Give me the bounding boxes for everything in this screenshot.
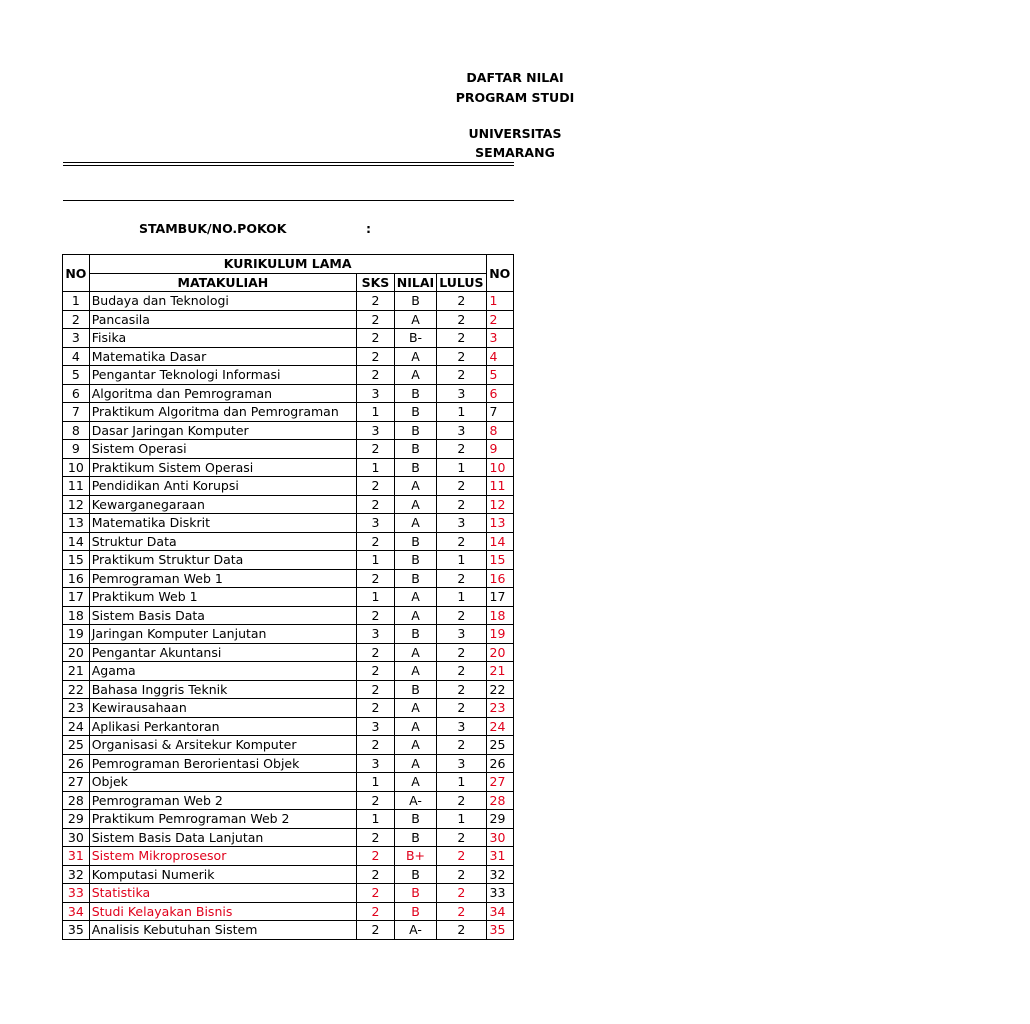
table-row xyxy=(63,643,514,662)
cell-sks: 3 xyxy=(357,421,395,440)
cell-no2: 18 xyxy=(486,606,513,625)
table-body xyxy=(63,292,514,940)
cell-lulus: 2 xyxy=(437,902,486,921)
cell-matakuliah: Matematika Dasar xyxy=(89,347,356,366)
cell-sks: 1 xyxy=(357,773,395,792)
cell-no: 6 xyxy=(63,384,90,403)
cell-sks: 3 xyxy=(357,625,395,644)
cell-no: 31 xyxy=(63,847,90,866)
table-row xyxy=(63,736,514,755)
cell-nilai: A xyxy=(394,347,436,366)
cell-matakuliah: Pendidikan Anti Korupsi xyxy=(89,477,356,496)
cell-no: 33 xyxy=(63,884,90,903)
header-matakuliah: MATAKULIAH xyxy=(89,273,356,292)
double-rule-top xyxy=(63,162,514,163)
cell-sks: 2 xyxy=(357,606,395,625)
cell-matakuliah: Bahasa Inggris Teknik xyxy=(89,680,356,699)
cell-sks: 2 xyxy=(357,347,395,366)
header-line-3: UNIVERSITAS xyxy=(468,126,562,141)
table-row xyxy=(63,458,514,477)
cell-nilai: A xyxy=(394,717,436,736)
cell-no: 13 xyxy=(63,514,90,533)
cell-sks: 2 xyxy=(357,477,395,496)
cell-no2: 6 xyxy=(486,384,513,403)
cell-sks: 3 xyxy=(357,754,395,773)
table-row xyxy=(63,921,514,940)
cell-matakuliah: Komputasi Numerik xyxy=(89,865,356,884)
cell-no: 1 xyxy=(63,292,90,311)
cell-sks: 2 xyxy=(357,329,395,348)
cell-no: 19 xyxy=(63,625,90,644)
cell-no: 27 xyxy=(63,773,90,792)
cell-nilai: A xyxy=(394,754,436,773)
cell-no: 28 xyxy=(63,791,90,810)
cell-no: 3 xyxy=(63,329,90,348)
cell-matakuliah: Budaya dan Teknologi xyxy=(89,292,356,311)
cell-lulus: 3 xyxy=(437,514,486,533)
divider-rule xyxy=(63,200,514,201)
cell-lulus: 1 xyxy=(437,403,486,422)
table-row xyxy=(63,680,514,699)
cell-nilai: B xyxy=(394,384,436,403)
header-line-4: SEMARANG xyxy=(475,145,555,160)
cell-nilai: B xyxy=(394,403,436,422)
cell-lulus: 2 xyxy=(437,847,486,866)
cell-nilai: B xyxy=(394,440,436,459)
cell-no: 22 xyxy=(63,680,90,699)
table-row xyxy=(63,902,514,921)
cell-no2: 4 xyxy=(486,347,513,366)
cell-nilai: B xyxy=(394,625,436,644)
table-row xyxy=(63,884,514,903)
cell-lulus: 2 xyxy=(437,292,486,311)
cell-matakuliah: Analisis Kebutuhan Sistem xyxy=(89,921,356,940)
cell-no2: 1 xyxy=(486,292,513,311)
cell-matakuliah: Statistika xyxy=(89,884,356,903)
cell-nilai: A- xyxy=(394,921,436,940)
cell-matakuliah: Praktikum Web 1 xyxy=(89,588,356,607)
cell-no2: 12 xyxy=(486,495,513,514)
cell-no2: 26 xyxy=(486,754,513,773)
header-kurikulum: KURIKULUM LAMA xyxy=(89,255,486,274)
cell-no: 24 xyxy=(63,717,90,736)
table-row xyxy=(63,292,514,311)
cell-nilai: A xyxy=(394,588,436,607)
header-no: NO xyxy=(63,255,90,292)
cell-nilai: A xyxy=(394,662,436,681)
cell-no2: 15 xyxy=(486,551,513,570)
cell-no2: 20 xyxy=(486,643,513,662)
cell-no2: 34 xyxy=(486,902,513,921)
cell-matakuliah: Pemrograman Web 2 xyxy=(89,791,356,810)
cell-sks: 2 xyxy=(357,791,395,810)
cell-nilai: B xyxy=(394,902,436,921)
cell-no: 18 xyxy=(63,606,90,625)
cell-no2: 14 xyxy=(486,532,513,551)
cell-no: 12 xyxy=(63,495,90,514)
cell-matakuliah: Pancasila xyxy=(89,310,356,329)
header-no2: NO xyxy=(486,255,513,292)
cell-no2: 29 xyxy=(486,810,513,829)
cell-nilai: B+ xyxy=(394,847,436,866)
table-row xyxy=(63,532,514,551)
cell-sks: 1 xyxy=(357,403,395,422)
cell-lulus: 2 xyxy=(437,569,486,588)
cell-lulus: 3 xyxy=(437,717,486,736)
table-row xyxy=(63,754,514,773)
cell-sks: 2 xyxy=(357,292,395,311)
cell-lulus: 2 xyxy=(437,495,486,514)
table-row xyxy=(63,421,514,440)
grades-table xyxy=(62,254,514,940)
cell-sks: 2 xyxy=(357,884,395,903)
cell-nilai: A xyxy=(394,495,436,514)
table-row xyxy=(63,699,514,718)
cell-matakuliah: Praktikum Sistem Operasi xyxy=(89,458,356,477)
cell-matakuliah: Sistem Basis Data xyxy=(89,606,356,625)
cell-no2: 8 xyxy=(486,421,513,440)
cell-nilai: B xyxy=(394,828,436,847)
cell-matakuliah: Praktikum Algoritma dan Pemrograman xyxy=(89,403,356,422)
cell-sks: 2 xyxy=(357,366,395,385)
cell-lulus: 2 xyxy=(437,606,486,625)
cell-sks: 2 xyxy=(357,847,395,866)
table-row xyxy=(63,717,514,736)
cell-lulus: 2 xyxy=(437,865,486,884)
cell-sks: 2 xyxy=(357,643,395,662)
cell-matakuliah: Praktikum Pemrograman Web 2 xyxy=(89,810,356,829)
cell-matakuliah: Algoritma dan Pemrograman xyxy=(89,384,356,403)
table-row xyxy=(63,477,514,496)
cell-lulus: 3 xyxy=(437,384,486,403)
cell-nilai: A xyxy=(394,643,436,662)
cell-no2: 33 xyxy=(486,884,513,903)
table-row xyxy=(63,551,514,570)
table-row xyxy=(63,606,514,625)
cell-no: 35 xyxy=(63,921,90,940)
cell-no2: 23 xyxy=(486,699,513,718)
table-row xyxy=(63,791,514,810)
cell-no: 16 xyxy=(63,569,90,588)
table-row xyxy=(63,440,514,459)
cell-no2: 16 xyxy=(486,569,513,588)
cell-lulus: 1 xyxy=(437,588,486,607)
cell-lulus: 2 xyxy=(437,791,486,810)
cell-nilai: A xyxy=(394,699,436,718)
cell-lulus: 2 xyxy=(437,662,486,681)
table-row xyxy=(63,810,514,829)
cell-nilai: B xyxy=(394,680,436,699)
cell-no2: 32 xyxy=(486,865,513,884)
cell-matakuliah: Struktur Data xyxy=(89,532,356,551)
cell-no: 2 xyxy=(63,310,90,329)
double-rule-bottom xyxy=(63,165,514,166)
cell-no2: 31 xyxy=(486,847,513,866)
cell-sks: 3 xyxy=(357,514,395,533)
cell-sks: 2 xyxy=(357,828,395,847)
header-line-2: PROGRAM STUDI xyxy=(455,90,575,105)
cell-no2: 11 xyxy=(486,477,513,496)
cell-lulus: 3 xyxy=(437,625,486,644)
cell-nilai: B xyxy=(394,884,436,903)
cell-lulus: 2 xyxy=(437,366,486,385)
cell-lulus: 2 xyxy=(437,532,486,551)
cell-nilai: B xyxy=(394,532,436,551)
cell-matakuliah: Sistem Basis Data Lanjutan xyxy=(89,828,356,847)
cell-lulus: 2 xyxy=(437,310,486,329)
cell-sks: 2 xyxy=(357,680,395,699)
cell-no: 11 xyxy=(63,477,90,496)
stambuk-label: STAMBUK/NO.POKOK xyxy=(139,221,287,236)
cell-no2: 17 xyxy=(486,588,513,607)
cell-sks: 2 xyxy=(357,736,395,755)
cell-sks: 2 xyxy=(357,902,395,921)
cell-no: 30 xyxy=(63,828,90,847)
cell-lulus: 1 xyxy=(437,810,486,829)
cell-no: 20 xyxy=(63,643,90,662)
table-row xyxy=(63,403,514,422)
cell-matakuliah: Fisika xyxy=(89,329,356,348)
cell-sks: 2 xyxy=(357,865,395,884)
table-row xyxy=(63,495,514,514)
table-row xyxy=(63,773,514,792)
cell-sks: 1 xyxy=(357,458,395,477)
cell-no: 26 xyxy=(63,754,90,773)
cell-sks: 2 xyxy=(357,662,395,681)
cell-no2: 28 xyxy=(486,791,513,810)
cell-nilai: B xyxy=(394,865,436,884)
cell-lulus: 2 xyxy=(437,477,486,496)
table-row xyxy=(63,847,514,866)
cell-no2: 2 xyxy=(486,310,513,329)
cell-lulus: 1 xyxy=(437,551,486,570)
cell-nilai: A xyxy=(394,773,436,792)
cell-sks: 2 xyxy=(357,921,395,940)
cell-lulus: 2 xyxy=(437,440,486,459)
cell-matakuliah: Pemrograman Berorientasi Objek xyxy=(89,754,356,773)
header-lulus: LULUS xyxy=(437,273,486,292)
cell-sks: 2 xyxy=(357,440,395,459)
table-row xyxy=(63,828,514,847)
cell-lulus: 1 xyxy=(437,458,486,477)
cell-nilai: B xyxy=(394,551,436,570)
cell-no: 21 xyxy=(63,662,90,681)
cell-no: 17 xyxy=(63,588,90,607)
cell-no2: 30 xyxy=(486,828,513,847)
cell-lulus: 2 xyxy=(437,699,486,718)
cell-no: 25 xyxy=(63,736,90,755)
cell-no: 15 xyxy=(63,551,90,570)
cell-matakuliah: Kewirausahaan xyxy=(89,699,356,718)
table-row xyxy=(63,588,514,607)
cell-lulus: 2 xyxy=(437,828,486,847)
cell-sks: 1 xyxy=(357,588,395,607)
cell-matakuliah: Jaringan Komputer Lanjutan xyxy=(89,625,356,644)
cell-sks: 2 xyxy=(357,310,395,329)
cell-matakuliah: Aplikasi Perkantoran xyxy=(89,717,356,736)
cell-nilai: A xyxy=(394,477,436,496)
cell-nilai: B xyxy=(394,292,436,311)
cell-matakuliah: Sistem Operasi xyxy=(89,440,356,459)
table-row xyxy=(63,514,514,533)
cell-sks: 1 xyxy=(357,810,395,829)
cell-no: 7 xyxy=(63,403,90,422)
cell-nilai: A xyxy=(394,310,436,329)
cell-matakuliah: Pengantar Akuntansi xyxy=(89,643,356,662)
cell-lulus: 2 xyxy=(437,643,486,662)
cell-no: 14 xyxy=(63,532,90,551)
cell-no2: 24 xyxy=(486,717,513,736)
cell-no2: 5 xyxy=(486,366,513,385)
cell-matakuliah: Pemrograman Web 1 xyxy=(89,569,356,588)
cell-nilai: A xyxy=(394,606,436,625)
cell-no2: 13 xyxy=(486,514,513,533)
cell-lulus: 3 xyxy=(437,421,486,440)
cell-nilai: A xyxy=(394,366,436,385)
cell-lulus: 2 xyxy=(437,921,486,940)
cell-nilai: B xyxy=(394,421,436,440)
cell-nilai: B- xyxy=(394,329,436,348)
header-nilai: NILAI xyxy=(394,273,436,292)
cell-no2: 27 xyxy=(486,773,513,792)
stambuk-colon: : xyxy=(366,221,371,236)
table-row xyxy=(63,662,514,681)
header-line-1: DAFTAR NILAI xyxy=(466,70,564,85)
cell-lulus: 2 xyxy=(437,884,486,903)
cell-no: 10 xyxy=(63,458,90,477)
cell-sks: 2 xyxy=(357,532,395,551)
cell-no: 29 xyxy=(63,810,90,829)
cell-no: 8 xyxy=(63,421,90,440)
cell-no: 5 xyxy=(63,366,90,385)
table-row xyxy=(63,865,514,884)
cell-sks: 2 xyxy=(357,495,395,514)
cell-matakuliah: Objek xyxy=(89,773,356,792)
cell-nilai: B xyxy=(394,458,436,477)
table-row xyxy=(63,347,514,366)
cell-no: 32 xyxy=(63,865,90,884)
cell-lulus: 2 xyxy=(437,329,486,348)
cell-no2: 9 xyxy=(486,440,513,459)
cell-lulus: 2 xyxy=(437,347,486,366)
cell-no2: 22 xyxy=(486,680,513,699)
cell-matakuliah: Organisasi & Arsitekur Komputer xyxy=(89,736,356,755)
cell-matakuliah: Agama xyxy=(89,662,356,681)
cell-nilai: A xyxy=(394,736,436,755)
cell-no2: 19 xyxy=(486,625,513,644)
cell-no2: 3 xyxy=(486,329,513,348)
cell-lulus: 2 xyxy=(437,736,486,755)
cell-matakuliah: Dasar Jaringan Komputer xyxy=(89,421,356,440)
cell-nilai: A- xyxy=(394,791,436,810)
cell-matakuliah: Praktikum Struktur Data xyxy=(89,551,356,570)
cell-matakuliah: Studi Kelayakan Bisnis xyxy=(89,902,356,921)
cell-nilai: B xyxy=(394,810,436,829)
cell-no: 23 xyxy=(63,699,90,718)
header-sks: SKS xyxy=(357,273,395,292)
cell-nilai: A xyxy=(394,514,436,533)
cell-matakuliah: Matematika Diskrit xyxy=(89,514,356,533)
cell-matakuliah: Sistem Mikroprosesor xyxy=(89,847,356,866)
table-row xyxy=(63,569,514,588)
cell-no2: 25 xyxy=(486,736,513,755)
cell-no2: 21 xyxy=(486,662,513,681)
cell-no: 4 xyxy=(63,347,90,366)
table-row xyxy=(63,366,514,385)
cell-sks: 3 xyxy=(357,717,395,736)
table-row xyxy=(63,329,514,348)
cell-no2: 35 xyxy=(486,921,513,940)
cell-nilai: B xyxy=(394,569,436,588)
cell-lulus: 2 xyxy=(437,680,486,699)
cell-matakuliah: Pengantar Teknologi Informasi xyxy=(89,366,356,385)
cell-no: 9 xyxy=(63,440,90,459)
cell-sks: 2 xyxy=(357,699,395,718)
cell-no2: 10 xyxy=(486,458,513,477)
cell-sks: 1 xyxy=(357,551,395,570)
cell-lulus: 3 xyxy=(437,754,486,773)
table-row xyxy=(63,384,514,403)
cell-no: 34 xyxy=(63,902,90,921)
cell-sks: 2 xyxy=(357,569,395,588)
cell-sks: 3 xyxy=(357,384,395,403)
table-row xyxy=(63,625,514,644)
table-row xyxy=(63,310,514,329)
cell-lulus: 1 xyxy=(437,773,486,792)
cell-no2: 7 xyxy=(486,403,513,422)
cell-matakuliah: Kewarganegaraan xyxy=(89,495,356,514)
